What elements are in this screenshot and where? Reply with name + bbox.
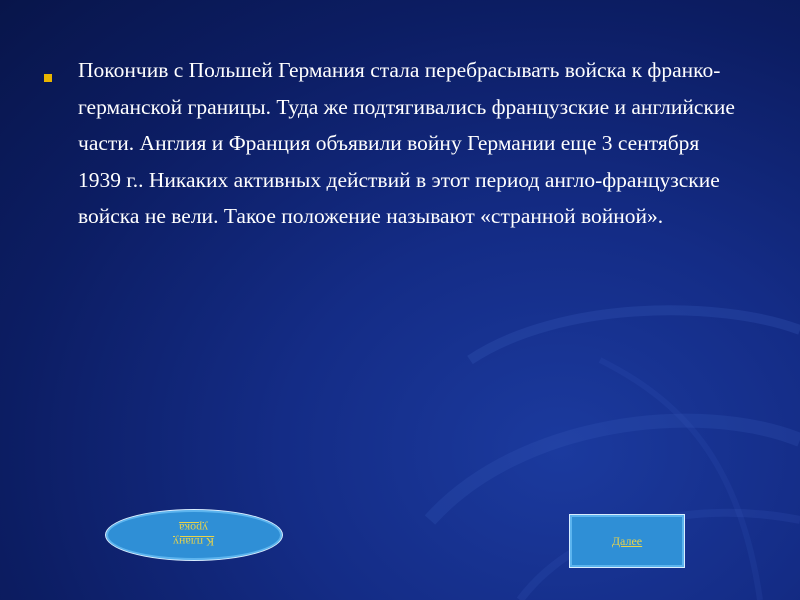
next-button[interactable] <box>569 514 685 568</box>
next-button-label: Далее <box>611 533 643 548</box>
slide-paragraph: Покончив с Польшей Германия стала перебрасывать войска к франко-германской границы. Туда же подтягивались французские и английские части. Англия и Франция объявили войну Германии еще 3 сентября 1939 г.. Никаких активных действий в этот период англо-французские войска не вели. Такое положение называют «странной войной». <box>78 58 735 228</box>
back-to-plan-label-line1: К плану <box>173 535 215 549</box>
back-to-plan-button[interactable] <box>105 509 283 561</box>
back-to-plan-label <box>173 521 214 549</box>
bullet-marker <box>44 74 52 82</box>
back-to-plan-label-line2: урока <box>179 521 209 535</box>
